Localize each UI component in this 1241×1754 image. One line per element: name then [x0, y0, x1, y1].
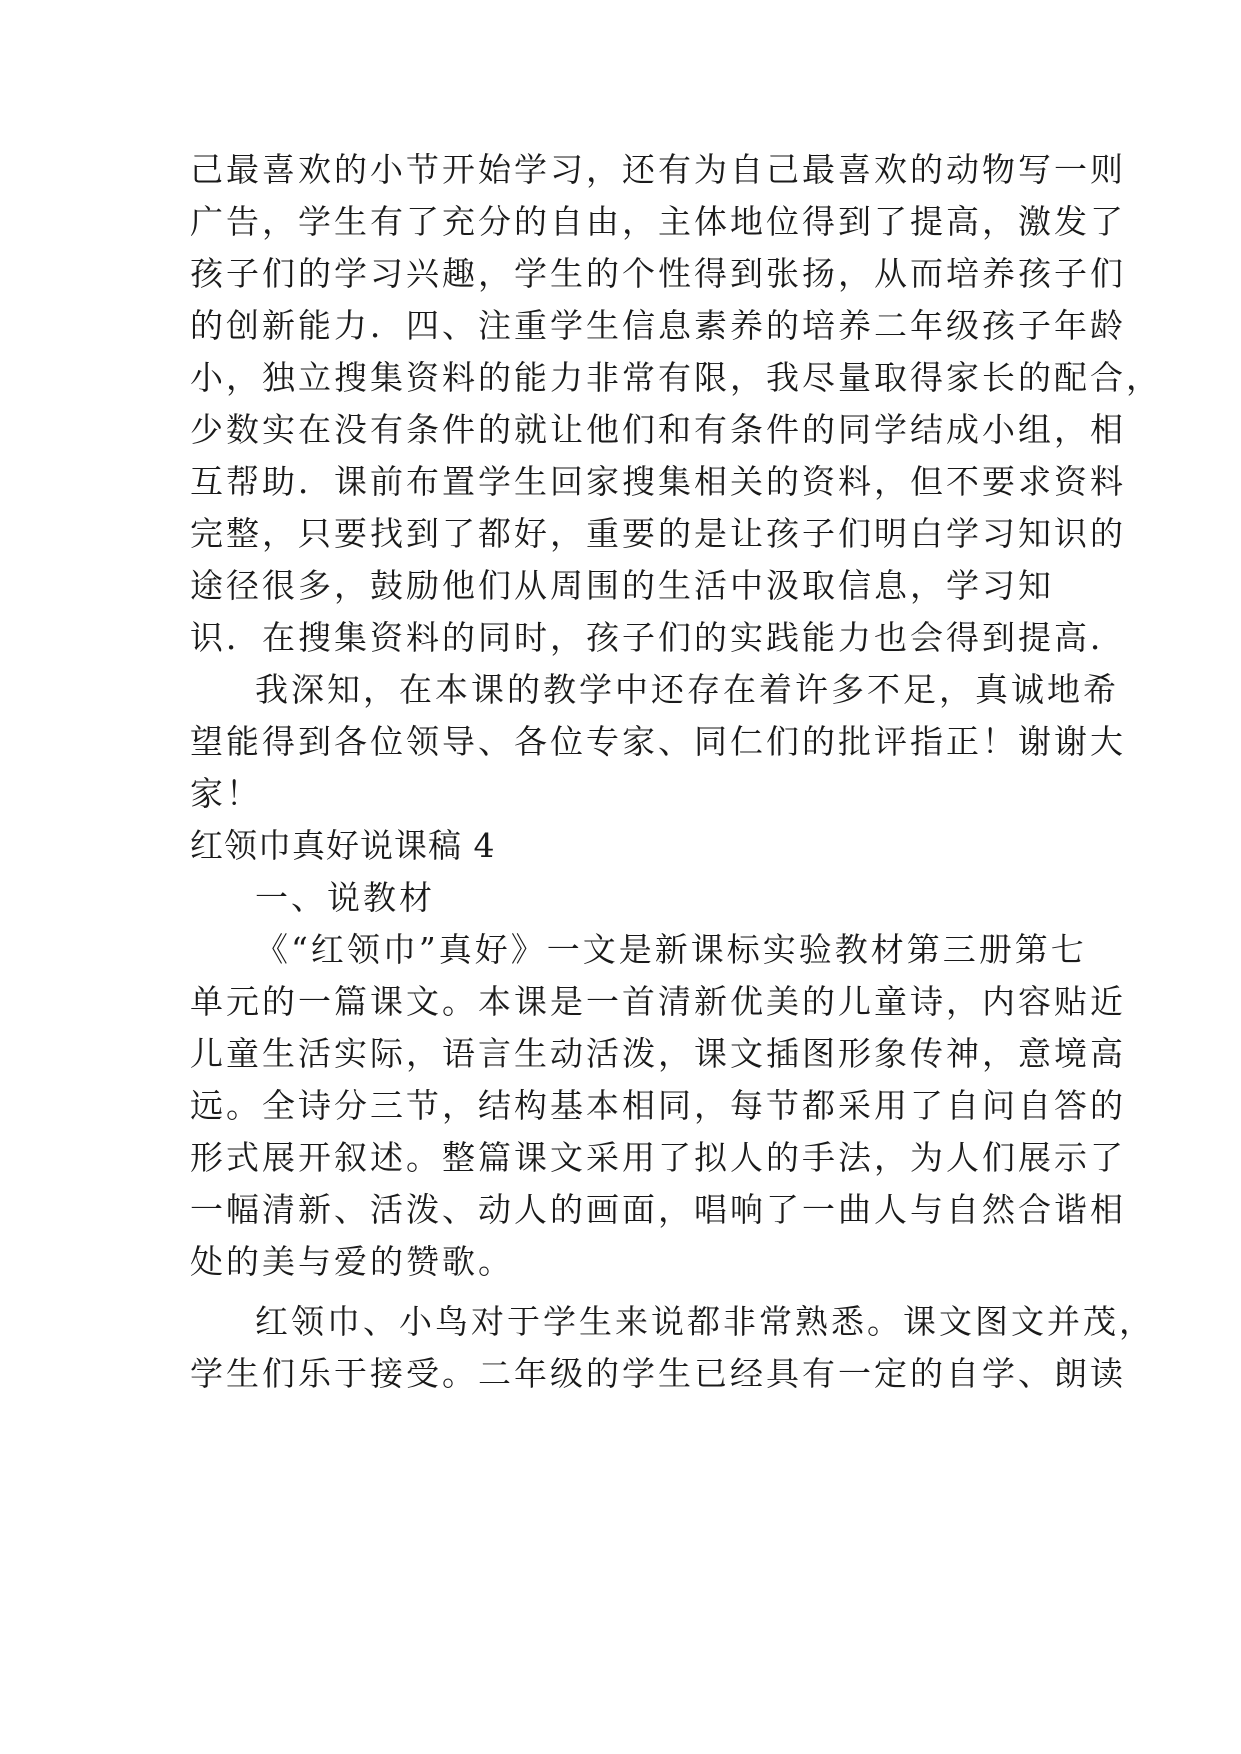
- paragraph-line: 一幅清新、活泼、动人的画面，唱响了一曲人与自然合谐相: [190, 1190, 1126, 1229]
- paragraph-line: 儿童生活实际，语言生动活泼，课文插图形象传神，意境高: [190, 1034, 1126, 1073]
- paragraph-line: 学生们乐于接受。二年级的学生已经具有一定的自学、朗读: [190, 1354, 1126, 1393]
- paragraph-line: 小，独立搜集资料的能力非常有限，我尽量取得家长的配合，: [190, 358, 1162, 397]
- section-heading: 一、说教材: [255, 878, 435, 917]
- paragraph-line: 单元的一篇课文。本课是一首清新优美的儿童诗，内容贴近: [190, 982, 1126, 1021]
- paragraph-line: 识．在搜集资料的同时，孩子们的实践能力也会得到提高．: [190, 618, 1126, 657]
- paragraph-line: 家！: [190, 774, 262, 813]
- paragraph-line: 红领巾、小鸟对于学生来说都非常熟悉。课文图文并茂，: [255, 1302, 1155, 1341]
- paragraph-line: 处的美与爱的赞歌。: [190, 1242, 514, 1281]
- paragraph-line: 《“红领巾”真好》一文是新课标实验教材第三册第七: [255, 930, 1087, 969]
- paragraph-line: 互帮助．课前布置学生回家搜集相关的资料，但不要求资料: [190, 462, 1126, 501]
- section-title: 红领巾真好说课稿 4: [190, 826, 496, 865]
- paragraph-line: 广告，学生有了充分的自由，主体地位得到了提高，激发了: [190, 202, 1126, 241]
- paragraph-line: 孩子们的学习兴趣，学生的个性得到张扬，从而培养孩子们: [190, 254, 1126, 293]
- paragraph-line: 的创新能力．四、注重学生信息素养的培养二年级孩子年龄: [190, 306, 1126, 345]
- paragraph-line: 形式展开叙述。整篇课文采用了拟人的手法，为人们展示了: [190, 1138, 1126, 1177]
- paragraph-line: 己最喜欢的小节开始学习，还有为自己最喜欢的动物写一则: [190, 150, 1126, 189]
- paragraph-line: 完整，只要找到了都好，重要的是让孩子们明白学习知识的: [190, 514, 1126, 553]
- paragraph-line: 远。全诗分三节，结构基本相同，每节都采用了自问自答的: [190, 1086, 1126, 1125]
- paragraph-line: 我深知，在本课的教学中还存在着许多不足，真诚地希: [255, 670, 1119, 709]
- paragraph-line: 少数实在没有条件的就让他们和有条件的同学结成小组，相: [190, 410, 1126, 449]
- paragraph-line: 途径很多，鼓励他们从周围的生活中汲取信息，学习知: [190, 566, 1054, 605]
- paragraph-line: 望能得到各位领导、各位专家、同仁们的批评指正！谢谢大: [190, 722, 1126, 761]
